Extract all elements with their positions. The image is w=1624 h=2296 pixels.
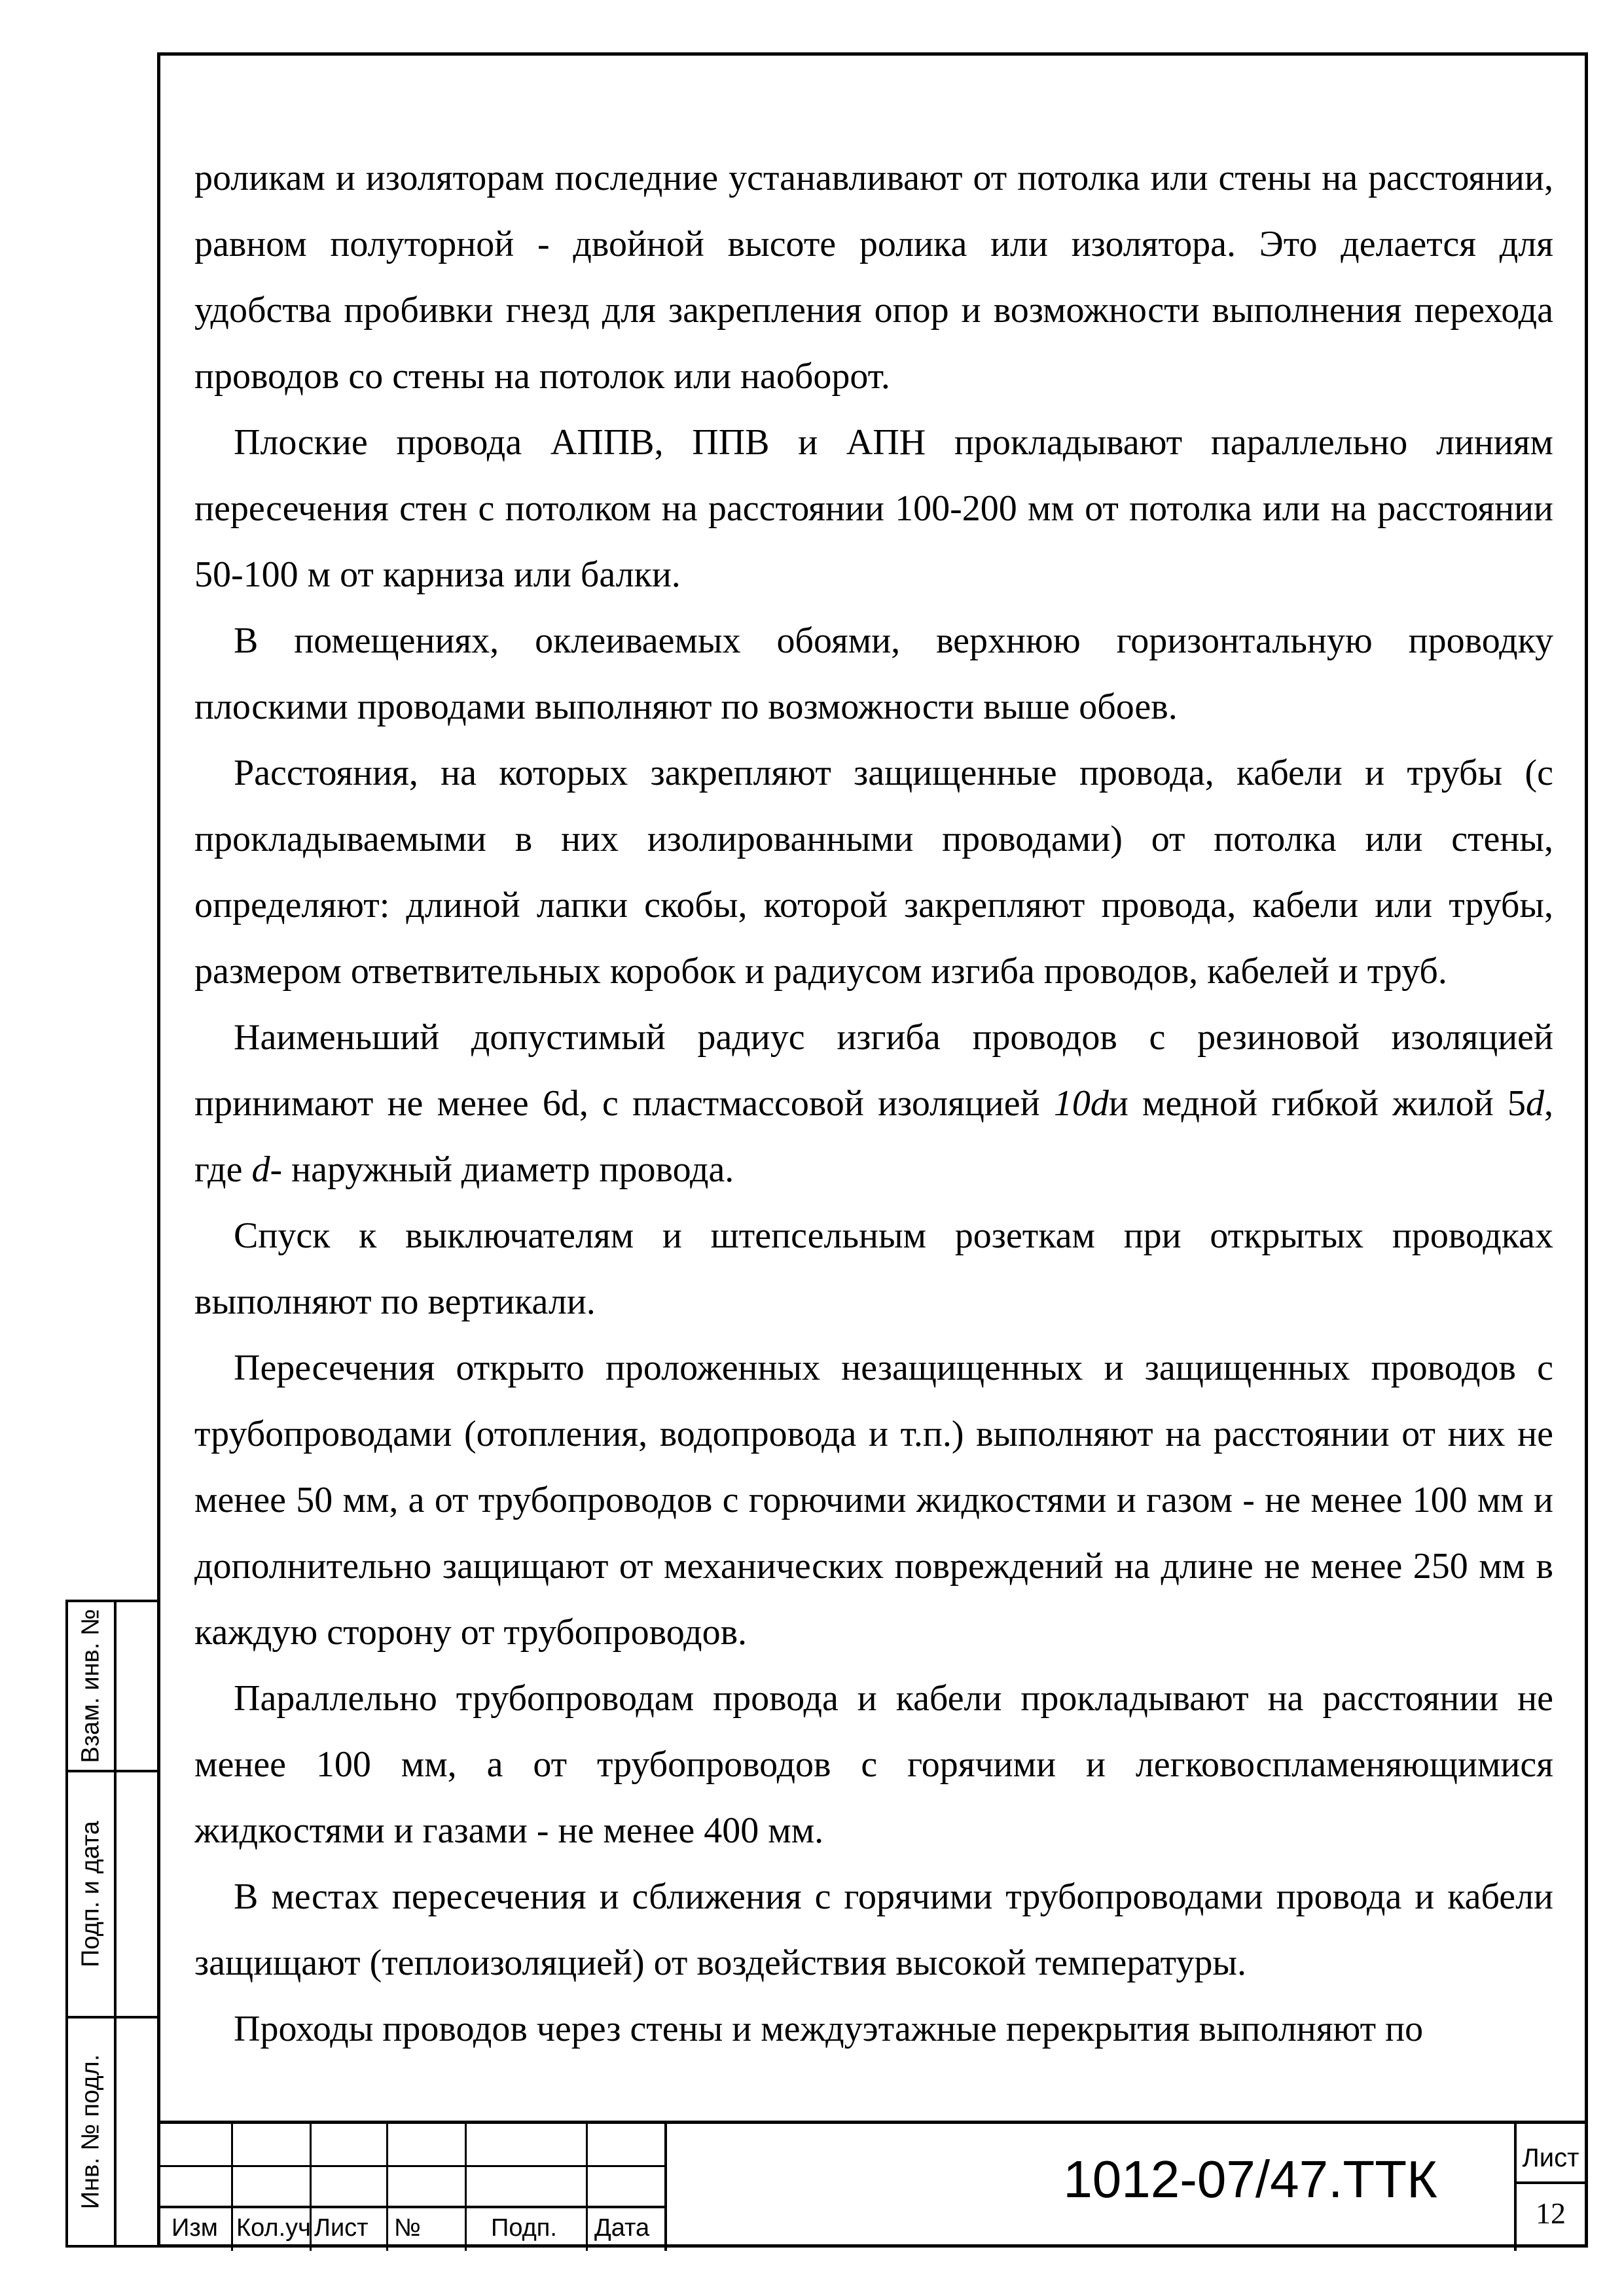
paragraph-text: , где: [194, 1083, 1553, 1190]
side-stamp-label-col: [68, 1772, 117, 2016]
side-stamp-label: Подп. и дата: [77, 1821, 105, 1967]
sheet-number: 12: [1536, 2197, 1566, 2230]
paragraph: Пересечения открыто проложенных незащищенных и защищенных проводов с трубопроводами (отопления, водопровода и т.п.) выполняют на расстоянии от них не менее 50 мм, а от трубопроводов с горючими жидкостями и газом - не менее 100 мм и дополнительно защищают от механических повреждений на длине не менее 250 мм в каждую сторону от трубопроводов.: [194, 1348, 1553, 1653]
paragraph-text: - наружный диаметр провода.: [270, 1149, 734, 1190]
side-stamp-label: Инв. № подл.: [77, 2054, 105, 2210]
paragraph-text: Наименьший допустимый радиус изгиба проводов с резиновой изоляцией принимают не менее 6d, с пластмассовой изоляцией: [194, 1017, 1553, 1124]
formula-italic: 10d: [1053, 1083, 1109, 1124]
paragraph: [194, 1005, 1553, 1203]
document-code: 1012-07/47.ТТК: [1063, 2150, 1437, 2208]
title-block-rule: [386, 2124, 388, 2251]
paragraph: роликам и изоляторам последние устанавливают от потолка или стены на расстоянии, равном полуторной - двойной высоте ролика или изолятора. Это делается для удобства пробивки гнезд для закрепления опор и возможности выполнения перехода проводов со стены на потолок или наоборот.: [194, 158, 1553, 397]
paragraph: Спуск к выключателям и штепсельным розеткам при открытых проводках выполняют по вертикали.: [194, 1215, 1553, 1322]
col-num: №: [394, 2214, 421, 2242]
paragraph: Параллельно трубопроводам провода и кабели прокладывают на расстоянии не менее 100 мм, а от трубопроводов с горячими и легковоспламеняющимися жидкостями и газами - не менее 400 мм.: [194, 1678, 1553, 1851]
title-block-rule: [157, 2206, 664, 2208]
sheet-label: Лист: [1522, 2144, 1579, 2172]
side-stamp-label-col: [68, 2018, 117, 2245]
col-kol: Кол.уч: [236, 2214, 311, 2242]
paragraph: В местах пересечения и сближения с горячими трубопроводами провода и кабели защищают (теплоизоляцией) от воздействия высокой температуры.: [194, 1876, 1553, 1983]
col-list: Лист: [314, 2214, 369, 2242]
side-stamp-inv: [65, 2016, 157, 2248]
side-stamp-label-col: [68, 1602, 117, 1770]
col-izm: Изм: [171, 2214, 218, 2242]
paragraph-text: и медной гибкой жилой 5: [1108, 1083, 1526, 1124]
col-data: Дата: [594, 2214, 650, 2242]
title-block-rule: [664, 2124, 667, 2251]
paragraph: Проходы проводов через стены и междуэтажные перекрытия выполняют по: [234, 2009, 1424, 2049]
side-stamp-label: Взам. инв. №: [77, 1609, 105, 1763]
col-podp: Подп.: [491, 2214, 557, 2242]
formula-italic: d: [251, 1149, 270, 1190]
title-block-rule: [586, 2124, 588, 2251]
side-stamp-vzam: [65, 1600, 157, 1772]
paragraph: Плоские провода АППВ, ППВ и АПН прокладывают параллельно линиям пересечения стен с потолком на расстоянии 100-200 мм от потолка или на расстоянии 50-100 м от карниза или балки.: [194, 422, 1553, 595]
document-body: [194, 145, 1553, 2079]
title-block: [157, 2121, 1588, 2248]
title-block-rule: [157, 2165, 664, 2167]
paragraph: Расстояния, на которых закрепляют защищенные провода, кабели и трубы (с прокладываемыми в них изолированными проводами) от потолка или стены, определяют: длиной лапки скобы, которой закрепляют провода, кабели или трубы, размером ответвительных коробок и радиусом изгиба проводов, кабелей и труб.: [194, 753, 1553, 992]
paragraph: В помещениях, оклеиваемых обоями, верхнюю горизонтальную проводку плоскими проводами выполняют по возможности выше обоев.: [194, 620, 1553, 727]
title-block-rule: [465, 2124, 467, 2251]
title-block-rule: [231, 2124, 233, 2251]
formula-italic: d: [1526, 1083, 1544, 1124]
side-stamp-podp: [65, 1770, 157, 2018]
